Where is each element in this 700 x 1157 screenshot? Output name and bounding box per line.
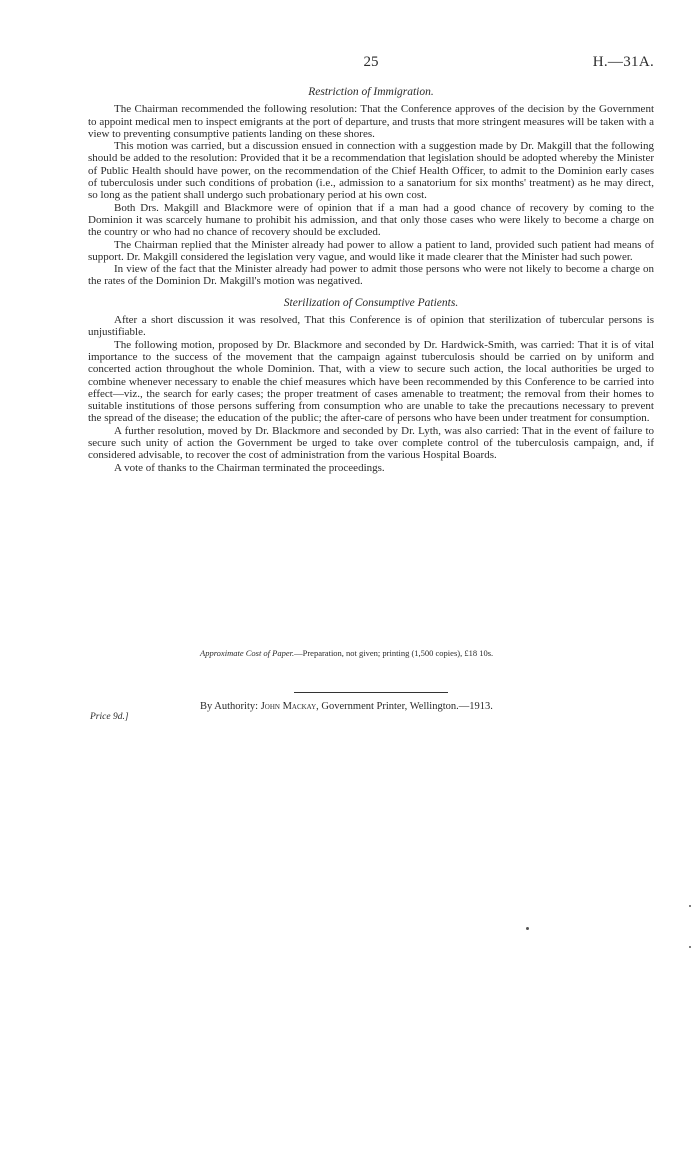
paragraph: The following motion, proposed by Dr. Blackmore and seconded by Dr. Hardwick-Smith, was carried: That it is of vital importance to the success of the movement that the campaign against tuberculosis should be carried on by uniform and concerted action throughout the whole Dominion. That, with a view to secure such action, the local authorities be urged to combine whenever necessary to enable the chief measures which have been recommended by this Conference to be carried into effect—viz., the search for early cases; the proper treatment of cases amenable to treatment; the removal from their homes to suitable institutions of those persons suffering from consumption who are unable to take the precautions necessary to prevent the spread of the disease; the education of the public; the after-care of persons who have been under treatment for consumption.: [88, 338, 654, 425]
section-heading-sterilization: Sterilization of Consumptive Patients.: [283, 296, 459, 309]
cost-note: [200, 648, 493, 658]
price-note: Price 9d.]: [90, 712, 129, 722]
cost-text: —Preparation, not given; printing (1,500 copies), £18 10s.: [294, 648, 494, 658]
paragraph: A further resolution, moved by Dr. Blackmore and seconded by Dr. Lyth, was also carried: That in the event of failure to secure such unity of action the Government be urged to take over complete control of the tuberculosis campaign, and, if considered advisable, to recover the cost of administration from the various Hospital Boards.: [88, 424, 654, 462]
paragraph: A vote of thanks to the Chairman terminated the proceedings.: [114, 461, 385, 474]
document-body: [88, 86, 654, 474]
page-number: 25: [363, 54, 379, 70]
authority-prefix: By Authority:: [200, 701, 261, 712]
authority-suffix: , Government Printer, Wellington.—1913.: [316, 701, 493, 712]
scan-speck: [526, 927, 529, 930]
scan-speck: [689, 905, 691, 907]
section-heading-immigration: Restriction of Immigration.: [308, 86, 434, 98]
paragraph: Both Drs. Makgill and Blackmore were of opinion that if a man had a good chance of recovery by coming to the Dominion it was scarcely humane to prohibit his admission, and that only those cases who were likely to become a charge on the country or who had no chance of recovery should be excluded.: [88, 201, 654, 239]
document-reference: H.—31A.: [592, 54, 654, 70]
printer-name: John Mackay: [260, 701, 317, 712]
footer-divider: [294, 692, 448, 693]
paragraph: The Chairman replied that the Minister already had power to allow a patient to land, provided such patient had means of support. Dr. Makgill considered the legislation very vague, and would like it made clearer that the Minister had such power.: [88, 238, 654, 263]
paragraph: After a short discussion it was resolved, That this Conference is of opinion that sterilization of tubercular persons is unjustifiable.: [88, 314, 654, 339]
paragraph: This motion was carried, but a discussion ensued in connection with a suggestion made by Dr. Makgill that the following should be added to the resolution: Provided that it be a recommendation that legislation should be adopted whereby the Minister of Public Health should have power, on the recommendation of the Chief Health Officer, to admit to the Dominion early cases of tuberculosis under such conditions of probation (i.e., admission to a sanatorium for six months' treatment) as he may direct, so long as the patient shall undergo such probationary period at his own cost.: [88, 140, 654, 202]
scan-speck: [689, 946, 691, 948]
page-header: [88, 54, 654, 76]
paragraph: The Chairman recommended the following resolution: That the Conference approves of the decision by the Government to appoint medical men to inspect emigrants at the port of departure, and trusts that more stringent measures will be taken with a view to preventing consumptive patients landing on these shores.: [88, 103, 654, 140]
printer-authority: [200, 701, 493, 712]
paragraph: In view of the fact that the Minister already had power to admit those persons who were not likely to become a charge on the rates of the Dominion Dr. Makgill's motion was negatived.: [88, 263, 654, 288]
cost-label: Approximate Cost of Paper.: [200, 648, 295, 658]
